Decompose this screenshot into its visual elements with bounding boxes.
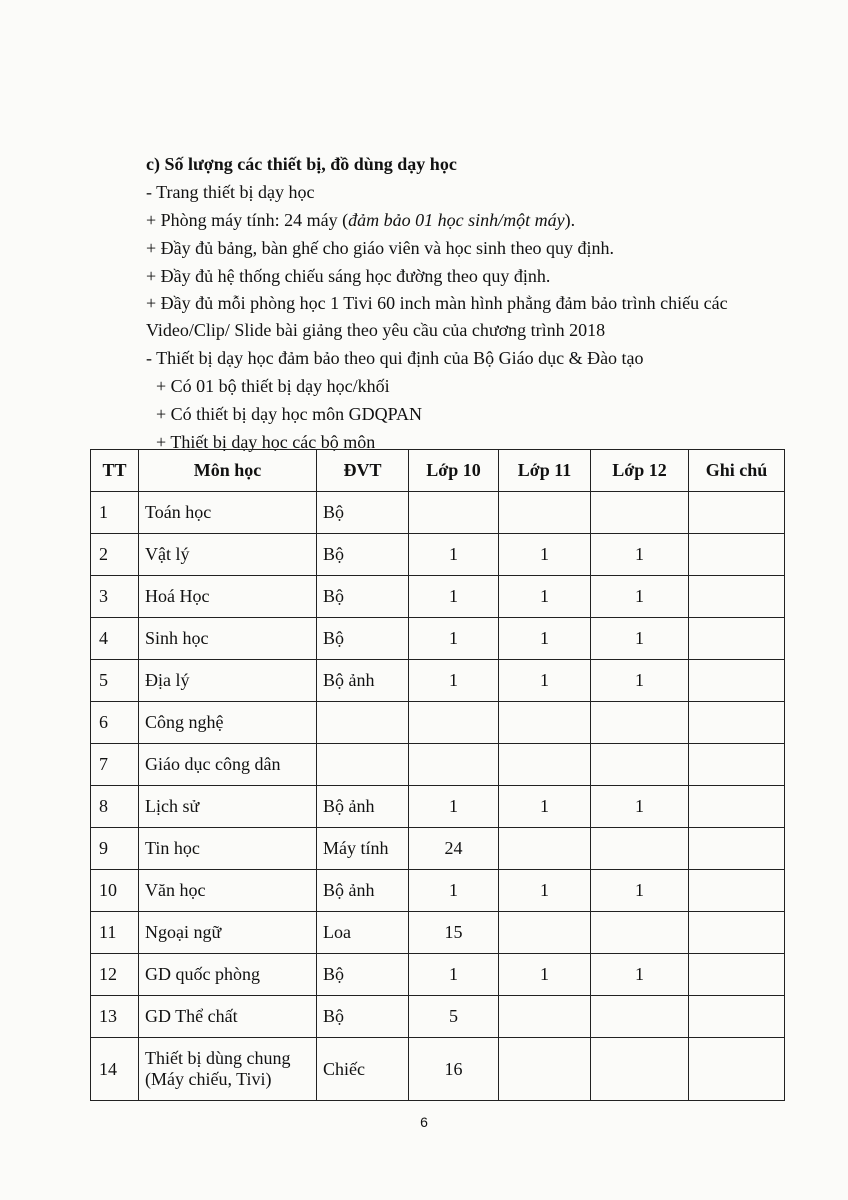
table-row (91, 786, 785, 828)
table-cell: 11 (91, 912, 139, 954)
table-cell (689, 1038, 785, 1101)
table-cell: GD Thể chất (139, 996, 317, 1038)
col-header: Ghi chú (689, 450, 785, 492)
table-cell: 1 (409, 786, 499, 828)
list-item: + Thiết bị dạy học các bộ môn (156, 432, 376, 452)
table-cell (409, 744, 499, 786)
table-cell: Ngoại ngữ (139, 912, 317, 954)
list-item: + Có thiết bị dạy học môn GDQPAN (156, 404, 422, 424)
table-cell (689, 660, 785, 702)
list-item: + Có 01 bộ thiết bị dạy học/khối (156, 376, 390, 396)
table-cell: 15 (409, 912, 499, 954)
table-cell: 1 (591, 534, 689, 576)
table-cell (499, 492, 591, 534)
table-cell (689, 618, 785, 660)
table-cell (689, 954, 785, 996)
table-cell: 1 (591, 660, 689, 702)
list-item: + Đầy đủ hệ thống chiếu sáng học đường theo quy định. (146, 266, 551, 286)
table-cell (689, 870, 785, 912)
table-cell: 1 (591, 786, 689, 828)
table-cell: 1 (499, 786, 591, 828)
table-row (91, 534, 785, 576)
table-cell: Bộ ảnh (317, 870, 409, 912)
table-cell: Bộ ảnh (317, 786, 409, 828)
table-cell: 2 (91, 534, 139, 576)
heading-text: Số lượng các thiết bị, đồ dùng dạy học (164, 154, 457, 174)
table-cell (499, 1038, 591, 1101)
table-cell: 12 (91, 954, 139, 996)
table-cell: 1 (591, 870, 689, 912)
list-item: + Đầy đủ bảng, bàn ghế cho giáo viên và học sinh theo quy định. (146, 238, 615, 258)
table-cell: 1 (409, 576, 499, 618)
table-cell (689, 702, 785, 744)
col-header: Lớp 11 (499, 450, 591, 492)
table-cell: Máy tính (317, 828, 409, 870)
col-header: TT (91, 450, 139, 492)
table-cell: GD quốc phòng (139, 954, 317, 996)
list-item: + Phòng máy tính: 24 máy (đảm bảo 01 học sinh/một máy). (146, 210, 576, 230)
table-cell: 1 (499, 870, 591, 912)
table-cell: Toán học (139, 492, 317, 534)
table-row (91, 912, 785, 954)
table-cell (689, 996, 785, 1038)
table-row (91, 1038, 785, 1101)
table-cell: 1 (409, 618, 499, 660)
table-cell: 1 (499, 576, 591, 618)
table-row (91, 492, 785, 534)
heading-prefix: c) (146, 154, 165, 174)
table-cell: Sinh học (139, 618, 317, 660)
table-cell: Công nghệ (139, 702, 317, 744)
table-cell: Loa (317, 912, 409, 954)
table-cell: 4 (91, 618, 139, 660)
table-cell: Bộ (317, 954, 409, 996)
table-cell: 5 (409, 996, 499, 1038)
table-cell (499, 702, 591, 744)
list-item: - Thiết bị dạy học đảm bảo theo qui định của Bộ Giáo dục & Đào tạo (146, 348, 644, 368)
equipment-table (90, 449, 785, 1101)
list-item: - Trang thiết bị dạy học (146, 182, 315, 202)
table-cell (591, 996, 689, 1038)
table-row (91, 870, 785, 912)
table-cell: 9 (91, 828, 139, 870)
table-cell: Bộ ảnh (317, 660, 409, 702)
table-row (91, 996, 785, 1038)
table-cell (499, 828, 591, 870)
table-cell (591, 828, 689, 870)
section-text (146, 150, 806, 456)
table-cell: 16 (409, 1038, 499, 1101)
table-cell: 1 (591, 618, 689, 660)
table-cell: 1 (91, 492, 139, 534)
table-row (91, 744, 785, 786)
table-cell: 1 (499, 660, 591, 702)
table-cell: 1 (591, 954, 689, 996)
table-row (91, 828, 785, 870)
col-header: ĐVT (317, 450, 409, 492)
col-header: Môn học (139, 450, 317, 492)
table-cell: Bộ (317, 618, 409, 660)
table-cell (689, 912, 785, 954)
table-cell: Bộ (317, 996, 409, 1038)
table-cell (689, 828, 785, 870)
table-cell: 5 (91, 660, 139, 702)
table-cell: 1 (499, 954, 591, 996)
table-cell: Lịch sử (139, 786, 317, 828)
table-row (91, 954, 785, 996)
table-header-row (91, 450, 785, 492)
table-cell: Hoá Học (139, 576, 317, 618)
table-cell: Địa lý (139, 660, 317, 702)
table-cell: 10 (91, 870, 139, 912)
table-cell: Thiết bị dùng chung (Máy chiếu, Tivi) (139, 1038, 317, 1101)
table-row (91, 618, 785, 660)
table-cell: Vật lý (139, 534, 317, 576)
table-cell: 7 (91, 744, 139, 786)
table-cell: Chiếc (317, 1038, 409, 1101)
table-cell (689, 744, 785, 786)
table-cell: 1 (409, 534, 499, 576)
table-cell (317, 702, 409, 744)
table-cell: 1 (499, 534, 591, 576)
col-header: Lớp 12 (591, 450, 689, 492)
table-cell: 6 (91, 702, 139, 744)
computer-note: đảm bảo 01 học sinh/một máy (348, 210, 565, 230)
table-cell: 1 (409, 954, 499, 996)
table-cell (689, 576, 785, 618)
table-cell (591, 702, 689, 744)
table-cell: Văn học (139, 870, 317, 912)
table-cell: 3 (91, 576, 139, 618)
table-cell: 1 (409, 660, 499, 702)
col-header: Lớp 10 (409, 450, 499, 492)
table-cell: 24 (409, 828, 499, 870)
table-cell (591, 744, 689, 786)
table-cell (499, 912, 591, 954)
table-row (91, 702, 785, 744)
list-item: + Đầy đủ mỗi phòng học 1 Tivi 60 inch màn hình phẳng đảm bảo trình chiếu các Video/Clip/ Slide bài giảng theo yêu cầu của chương trình 2018 (146, 293, 728, 340)
table-cell: Giáo dục công dân (139, 744, 317, 786)
table-cell (591, 912, 689, 954)
table-cell (591, 1038, 689, 1101)
table-cell: 8 (91, 786, 139, 828)
page-number: 6 (420, 1114, 428, 1130)
table-cell: Bộ (317, 576, 409, 618)
table-cell (689, 492, 785, 534)
table-cell (689, 534, 785, 576)
table-cell: 1 (591, 576, 689, 618)
table-cell (499, 996, 591, 1038)
table-cell: Tin học (139, 828, 317, 870)
table-cell (409, 492, 499, 534)
table-cell (689, 786, 785, 828)
table-cell (591, 492, 689, 534)
table-cell (409, 702, 499, 744)
table-cell: Bộ (317, 534, 409, 576)
table-cell: 1 (409, 870, 499, 912)
table-row (91, 660, 785, 702)
table-row (91, 576, 785, 618)
table-cell (499, 744, 591, 786)
table-cell: 13 (91, 996, 139, 1038)
section-heading (146, 150, 806, 178)
table-cell: Bộ (317, 492, 409, 534)
table-cell: 1 (499, 618, 591, 660)
table-cell (317, 744, 409, 786)
table-cell: 14 (91, 1038, 139, 1101)
